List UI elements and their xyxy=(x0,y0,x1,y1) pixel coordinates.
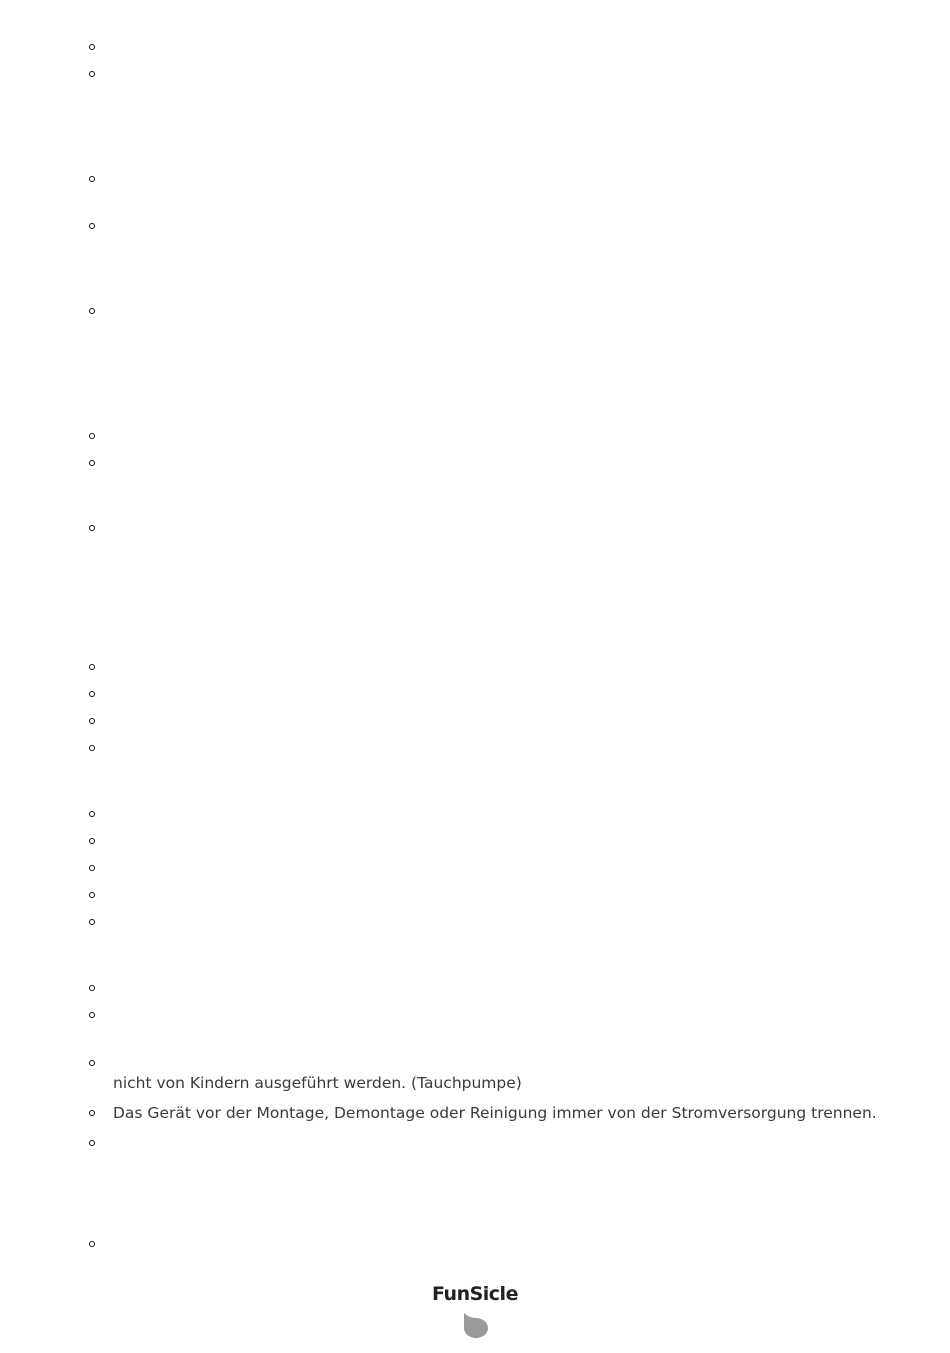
bullet-marker xyxy=(89,1110,95,1116)
bullet-marker xyxy=(89,919,95,925)
bullet-marker xyxy=(89,1241,95,1247)
bullet-continuation-text: nicht von Kindern ausgeführt werden. (Tauchpumpe) xyxy=(113,1074,522,1092)
bullet-marker xyxy=(89,718,95,724)
bullet-marker xyxy=(89,865,95,871)
bullet-text-disconnect-power: Das Gerät vor der Montage, Demontage oder Reinigung immer von der Stromversorgung trennen. xyxy=(113,1104,877,1122)
bullet-marker xyxy=(89,176,95,182)
bullet-marker xyxy=(89,892,95,898)
bullet-marker xyxy=(89,691,95,697)
bullet-marker xyxy=(89,664,95,670)
bullet-marker xyxy=(89,223,95,229)
bullet-marker xyxy=(89,460,95,466)
bullet-marker xyxy=(89,745,95,751)
bullet-marker xyxy=(89,811,95,817)
footer-logo xyxy=(0,1283,950,1305)
bullet-marker xyxy=(89,838,95,844)
bullet-marker xyxy=(89,1060,95,1066)
bullet-marker xyxy=(89,1140,95,1146)
bullet-marker xyxy=(89,1012,95,1018)
bullet-marker xyxy=(89,71,95,77)
bullet-marker xyxy=(89,44,95,50)
bullet-marker xyxy=(89,985,95,991)
bullet-marker xyxy=(89,433,95,439)
drop-logo-icon xyxy=(463,1312,489,1338)
brand-logo-text: FunSicle xyxy=(432,1283,518,1305)
bullet-marker xyxy=(89,308,95,314)
bullet-marker xyxy=(89,525,95,531)
